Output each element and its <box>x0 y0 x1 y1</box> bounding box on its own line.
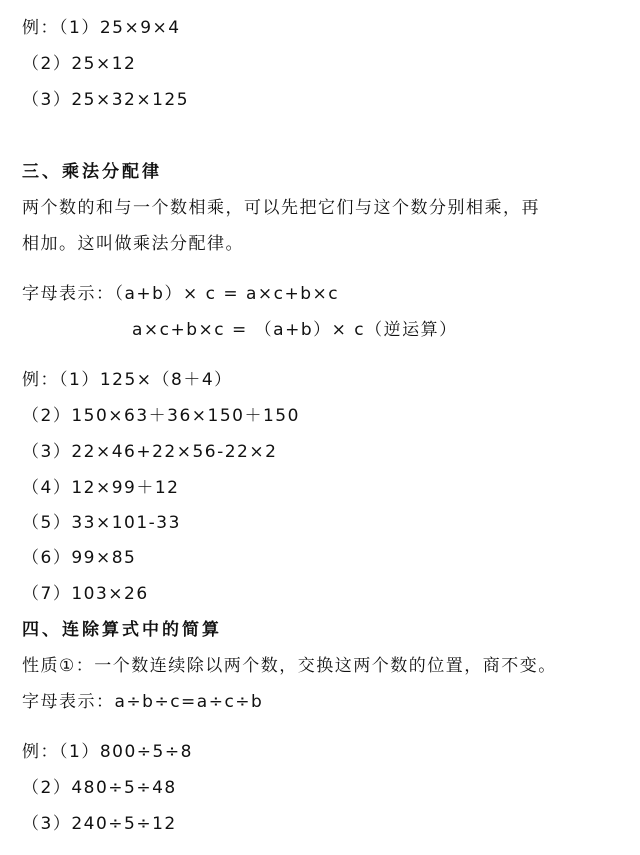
section-3-desc-line2: 相加。这叫做乘法分配律。 <box>22 234 244 254</box>
example-2-item: （4）12×99＋12 <box>22 478 180 498</box>
example-2-item: （5）33×101-33 <box>22 513 181 533</box>
section-3-formula-line1: 字母表示：（a+b）× c = a×c+b×c <box>22 284 340 304</box>
section-4-formula: 字母表示：a÷b÷c=a÷c÷b <box>22 692 264 712</box>
example-1-item: （2）25×12 <box>22 54 137 74</box>
example-2-item: （3）22×46+22×56-22×2 <box>22 442 278 462</box>
section-4-heading: 四、连除算式中的简算 <box>22 620 222 640</box>
example-3-item: （3）240÷5÷12 <box>22 814 177 834</box>
example-3-label: 例：（1）800÷5÷8 <box>22 742 193 762</box>
example-2-item: （6）99×85 <box>22 548 137 568</box>
example-2-label: 例：（1）125×（8＋4） <box>22 370 233 390</box>
section-3-formula-line2: a×c+b×c = （a+b）× c（逆运算） <box>132 320 458 340</box>
example-1-label: 例：（1）25×9×4 <box>22 18 181 38</box>
example-2-item: （2）150×63＋36×150＋150 <box>22 406 300 426</box>
section-3-heading: 三、乘法分配律 <box>22 162 162 182</box>
section-3-desc-line1: 两个数的和与一个数相乘，可以先把它们与这个数分别相乘，再 <box>22 198 540 218</box>
example-2-item: （7）103×26 <box>22 584 149 604</box>
section-4-property: 性质①：一个数连续除以两个数，交换这两个数的位置，商不变。 <box>22 656 557 676</box>
example-3-item: （2）480÷5÷48 <box>22 778 177 798</box>
example-1-item: （3）25×32×125 <box>22 90 190 110</box>
